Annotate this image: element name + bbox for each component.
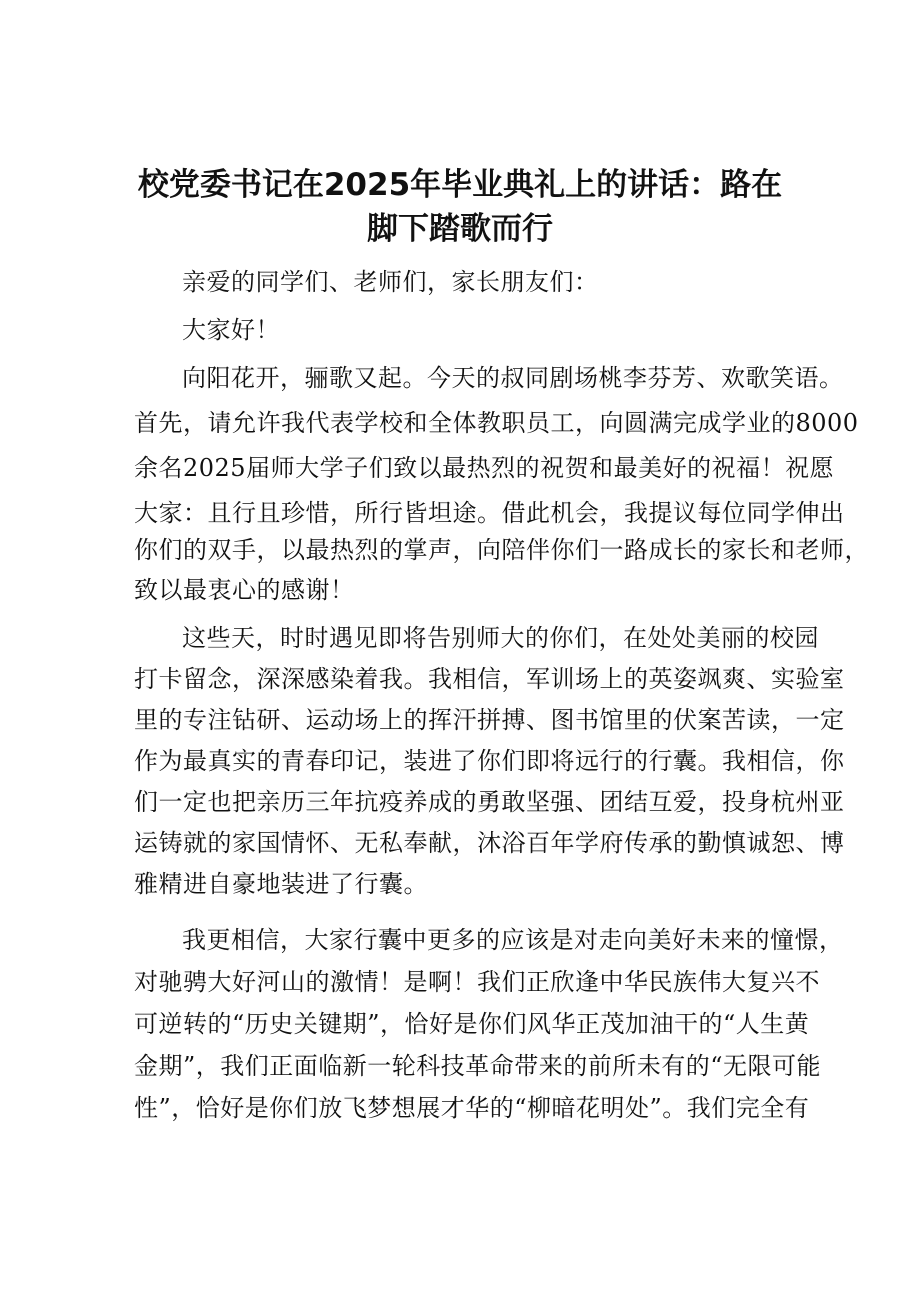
paragraph-3-line-2: 对驰骋大好河山的激情！是啊！我们正欣逢中华民族伟大复兴不: [134, 968, 820, 996]
paragraph-2-line-4: 作为最真实的青春印记，装进了你们即将远行的行囊。我相信，你: [134, 747, 845, 775]
paragraph-2-line-1: 这些天，时时遇见即将告别师大的你们，在处处美丽的校园: [182, 624, 819, 652]
paragraph-2-line-6: 运铸就的家国情怀、无私奉献，沐浴百年学府传承的勤慎诚恕、博: [134, 829, 845, 857]
paragraph-1-line-4: 大家：且行且珍惜，所行皆坦途。借此机会，我提议每位同学伸出: [134, 499, 845, 527]
greeting-line: 大家好！: [182, 316, 280, 344]
paragraph-3-line-5: 性”，恰好是你们放飞梦想展才华的“柳暗花明处”。我们完全有: [134, 1094, 810, 1122]
paragraph-3-line-1: 我更相信，大家行囊中更多的应该是对走向美好未来的憧憬，: [182, 926, 844, 954]
paragraph-2-line-2: 打卡留念，深深感染着我。我相信，军训场上的英姿飒爽、实验室: [134, 665, 845, 693]
speech-title-line-2: 脚下踏歌而行: [367, 211, 553, 247]
paragraph-1-line-3: 余名2025届师大学子们致以最热烈的祝贺和最美好的祝福！祝愿: [134, 454, 835, 482]
paragraph-2-line-7: 雅精进自豪地装进了行囊。: [134, 870, 428, 898]
speech-title-line-1: 校党委书记在2025年毕业典礼上的讲话：路在: [137, 167, 783, 203]
paragraph-1-line-1: 向阳花开，骊歌又起。今天的叔同剧场桃李芬芳、欢歌笑语。: [182, 364, 844, 392]
paragraph-1-line-6: 致以最衷心的感谢！: [134, 576, 355, 604]
salutation-line: 亲爱的同学们、老师们，家长朋友们：: [182, 268, 599, 296]
paragraph-2-line-3: 里的专注钻研、运动场上的挥汗拼搏、图书馆里的伏案苦读，一定: [134, 706, 845, 734]
paragraph-3-line-3: 可逆转的“历史关键期”，恰好是你们风华正茂加油干的“人生黄: [134, 1010, 810, 1038]
paragraph-1-line-2: 首先，请允许我代表学校和全体教职员工，向圆满完成学业的8000: [134, 409, 859, 437]
paragraph-1-line-5: 你们的双手，以最热烈的掌声，向陪伴你们一路成长的家长和老师，: [134, 536, 869, 564]
paragraph-2-line-5: 们一定也把亲历三年抗疫养成的勇敢坚强、团结互爱，投身杭州亚: [134, 788, 845, 816]
paragraph-3-line-4: 金期”，我们正面临新一轮科技革命带来的前所未有的“无限可能: [134, 1052, 822, 1080]
